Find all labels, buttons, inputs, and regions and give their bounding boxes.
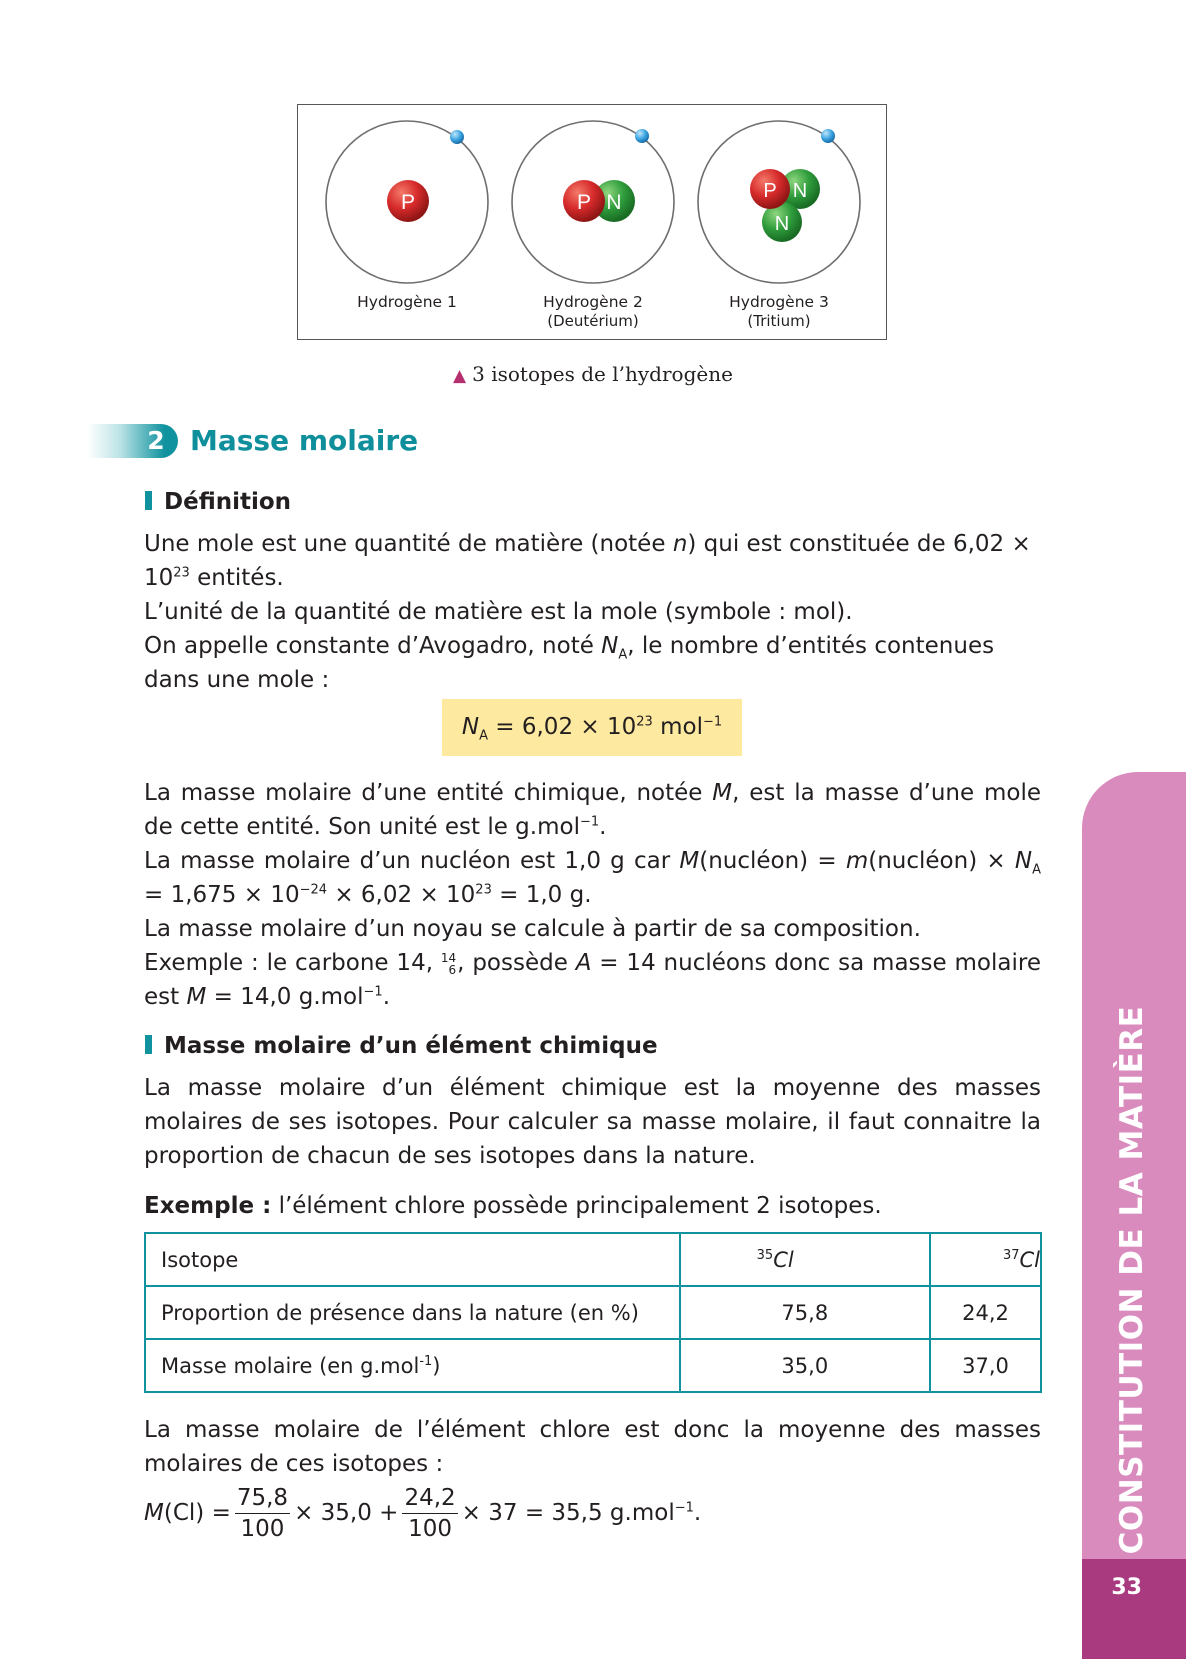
- table-cell: 75,8: [680, 1286, 930, 1339]
- table-cell: 24,2: [930, 1286, 1041, 1339]
- atom-label-hydrogen-2: [493, 293, 693, 331]
- neutron-label: N: [606, 191, 622, 214]
- section-title: Masse molaire: [190, 424, 419, 457]
- definition-heading: Définition: [145, 487, 291, 517]
- conclusion-text: La masse molaire de l’élément chlore est donc la moyenne des masses molaires de ces isotopes :: [144, 1417, 1041, 1477]
- atom-label-hydrogen-1: [307, 293, 507, 312]
- nucleus-molar-mass: La masse molaire d’un noyau se calcule à partir de sa composition.: [144, 916, 921, 942]
- neutron-label: N: [774, 213, 790, 235]
- proton-label: P: [400, 191, 416, 214]
- avogadro-formula-box: $N_A = 6,02 \times 10^{23}$ mol$^{-1}$: [442, 699, 742, 756]
- atom-title: Hydrogène 3: [729, 293, 829, 311]
- chlorine-example-intro: Exemple : l’élément chlore possède principalement 2 isotopes.: [144, 1193, 882, 1219]
- isotopes-figure: [297, 104, 887, 340]
- chlorine-molar-mass-formula: M(Cl) = $\frac{75,8}{100}$ × 35,0 + $\frac{24,2}{100}$ × 37 = 35,5 g.mol$^{-1}$.: [144, 1485, 702, 1542]
- page-number: 33: [1111, 1575, 1142, 1600]
- section-number: 2: [147, 426, 165, 455]
- table-cell: 35,0: [680, 1339, 930, 1392]
- mole-unit: L’unité de la quantité de matière est la mole (symbole : mol).: [144, 599, 853, 625]
- nucleon-molar-mass: La masse molaire d’un nucléon est 1,0 g car M(nucléon) = m(nucléon) × $N_A = 1,675 \times 10^{-24} \times 6,02 \times 10^{23} = 1,0$ g.: [144, 848, 1041, 908]
- table-cell: Isotope: [145, 1233, 680, 1286]
- table-row: [145, 1339, 1041, 1392]
- fraction: $\frac{75,8}{100}$: [236, 1485, 289, 1542]
- proton-label: P: [576, 191, 592, 214]
- page-number-tab: [1082, 1559, 1186, 1659]
- definition-text: [144, 527, 1041, 697]
- mole-definition: Une mole est une quantité de matière (notée n) qui est constituée de $6,02 \times 10^{23}$ entités.: [144, 531, 1031, 591]
- molar-mass-definition: La masse molaire d’une entité chimique, notée M, est la masse d’une mole de cette entité. Son unité est le g.mol$^{-1}$.: [144, 780, 1041, 840]
- heading-bar-icon: [145, 1035, 152, 1054]
- element-molar-mass-heading: Masse molaire d’un élément chimique: [145, 1031, 658, 1061]
- molar-mass-text: [144, 776, 1041, 1014]
- atom-title: Hydrogène 1: [357, 293, 457, 311]
- element-molar-mass-text: La masse molaire d’un élément chimique est la moyenne des masses molaires de ses isotopes. Pour calculer sa masse molaire, il faut connaitre la proportion de chacun de ses isotopes dans la nature.: [144, 1075, 1041, 1169]
- table-row: [145, 1286, 1041, 1339]
- table-cell: $^{37}$Cl: [930, 1233, 1041, 1286]
- triangle-icon: ▲: [453, 366, 467, 386]
- proton-label: P: [763, 180, 777, 202]
- table-cell: Proportion de présence dans la nature (en %): [145, 1286, 680, 1339]
- chlorine-isotopes-table: [144, 1232, 1042, 1393]
- chapter-label: CONSTITUTION DE LA MATIÈRE: [1114, 1005, 1150, 1555]
- table-cell: $^{35}$Cl: [680, 1233, 930, 1286]
- electron-hydrogen-1: [450, 130, 464, 144]
- electron-hydrogen-3: [821, 129, 835, 143]
- fraction: $\frac{24,2}{100}$: [404, 1485, 456, 1542]
- atom-label-hydrogen-3: [679, 293, 879, 331]
- figure-caption: ▲ 3 isotopes de l’hydrogène: [453, 362, 733, 386]
- heading-bar-icon: [145, 491, 152, 510]
- atom-title: Hydrogène 2: [543, 293, 643, 311]
- avogadro-definition: On appelle constante d’Avogadro, noté $N_A$, le nombre d’entités contenues dans une mole :: [144, 633, 995, 693]
- table-cell: Masse molaire (en g.mol$^{-1}$): [145, 1339, 680, 1392]
- neutron-label: N: [792, 180, 808, 202]
- atom-subtitle: (Deutérium): [547, 312, 639, 330]
- table-cell: 37,0: [930, 1339, 1041, 1392]
- electron-hydrogen-2: [635, 129, 649, 143]
- atom-subtitle: (Tritium): [747, 312, 811, 330]
- carbon-example: Exemple : le carbone 14, 14 6 , possède A = 14 nucléons donc sa masse molaire est M = 14,0 g.mol$^{-1}$.: [144, 950, 1041, 1010]
- table-row: [145, 1233, 1041, 1286]
